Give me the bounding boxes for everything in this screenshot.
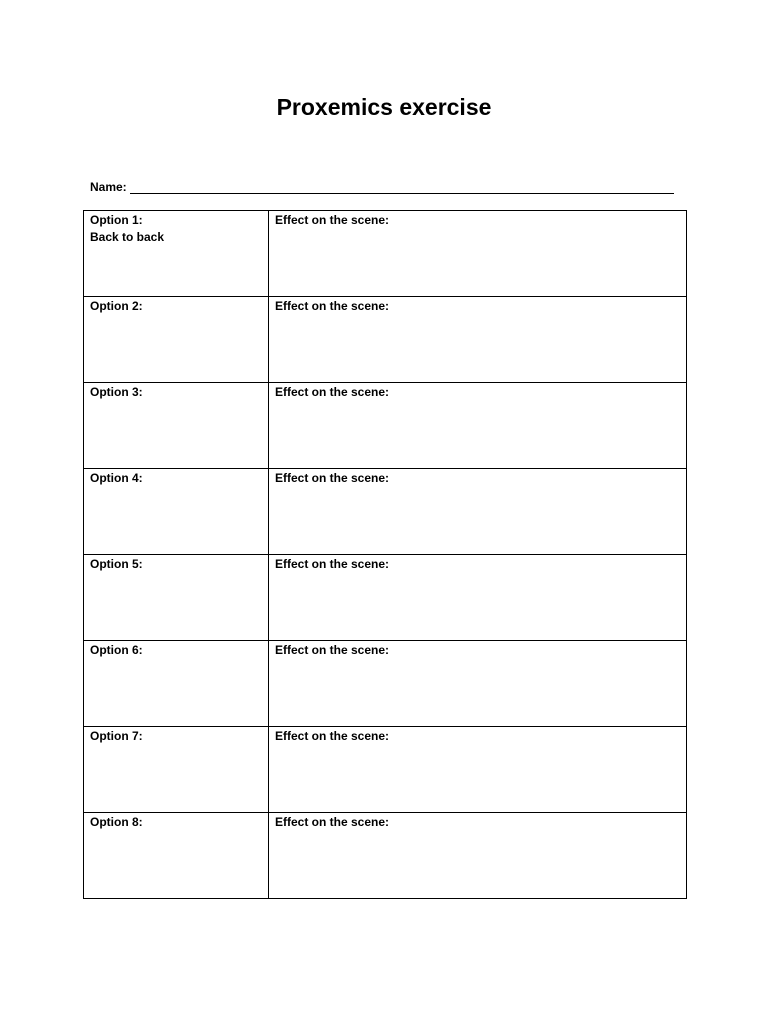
effect-label: Effect on the scene: (275, 815, 390, 829)
effect-cell[interactable] (269, 297, 687, 383)
option-label: Option 1: (90, 213, 143, 227)
effect-cell[interactable] (269, 727, 687, 813)
table-row (84, 727, 687, 813)
effect-cell[interactable] (269, 813, 687, 899)
option-label: Option 6: (90, 643, 143, 657)
effect-cell[interactable] (269, 469, 687, 555)
effect-label: Effect on the scene: (275, 213, 390, 227)
effect-cell[interactable] (269, 641, 687, 727)
effect-label: Effect on the scene: (275, 385, 390, 399)
option-cell (84, 297, 269, 383)
option-cell (84, 383, 269, 469)
table-row (84, 555, 687, 641)
table-row (84, 469, 687, 555)
effect-label: Effect on the scene: (275, 729, 390, 743)
effect-label: Effect on the scene: (275, 299, 390, 313)
table-row (84, 641, 687, 727)
options-table (83, 210, 687, 899)
option-label: Option 7: (90, 729, 143, 743)
effect-label: Effect on the scene: (275, 643, 390, 657)
option-label: Option 2: (90, 299, 143, 313)
option-detail: Back to back (90, 230, 165, 244)
option-cell (84, 211, 269, 297)
name-field-row (90, 178, 674, 194)
name-label: Name: (90, 180, 127, 194)
effect-label: Effect on the scene: (275, 557, 390, 571)
option-label: Option 5: (90, 557, 143, 571)
effect-cell[interactable] (269, 211, 687, 297)
table-row (84, 813, 687, 899)
table-row (84, 297, 687, 383)
option-cell (84, 469, 269, 555)
option-label: Option 3: (90, 385, 143, 399)
option-cell (84, 555, 269, 641)
effect-label: Effect on the scene: (275, 471, 390, 485)
table-row (84, 211, 687, 297)
page-title: Proxemics exercise (276, 94, 492, 120)
option-label: Option 4: (90, 471, 143, 485)
option-cell (84, 727, 269, 813)
option-cell (84, 641, 269, 727)
table-row (84, 383, 687, 469)
option-label: Option 8: (90, 815, 143, 829)
effect-cell[interactable] (269, 383, 687, 469)
option-cell (84, 813, 269, 899)
name-field-line[interactable] (130, 181, 674, 194)
effect-cell[interactable] (269, 555, 687, 641)
